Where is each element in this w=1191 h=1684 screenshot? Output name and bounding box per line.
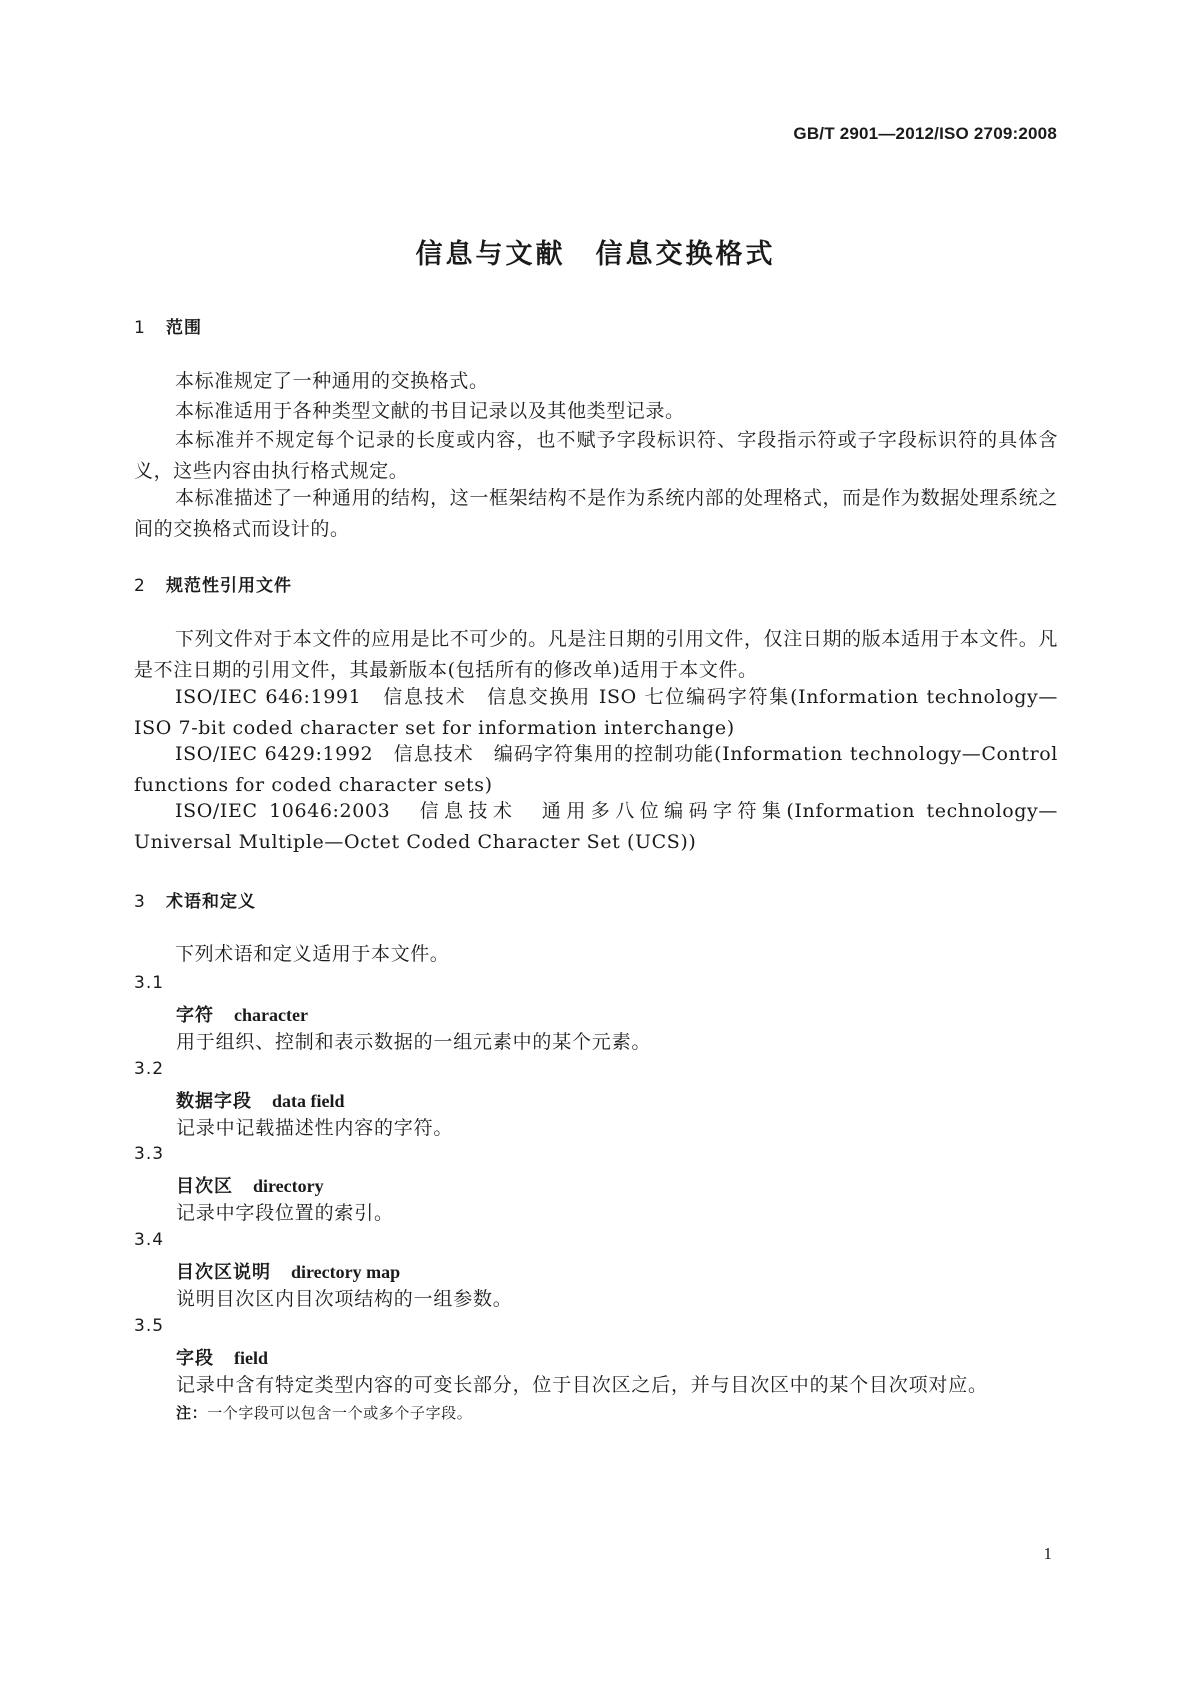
section-number: 3 [134,892,146,912]
term-number: 3.3 [134,1144,165,1164]
term-name-zh: 目次区说明 [176,1262,271,1283]
term-definition: 记录中字段位置的索引。 [176,1202,394,1224]
section-heading-references [134,571,292,596]
term-number: 3.4 [134,1230,165,1250]
term-name [176,1001,308,1027]
term-definition: 记录中记载描述性内容的字符。 [176,1117,454,1139]
term-number: 3.1 [134,973,165,993]
reference-item: ISO/IEC 10646:2003 信息技术 通用多八位编码字符集(Information technology—Universal Multiple—Octet Coded Character Set (UCS)) [134,800,1058,853]
term-name-en: field [234,1348,268,1368]
term-definition: 记录中含有特定类型内容的可变长部分，位于目次区之后，并与目次区中的某个目次项对应。 [176,1374,988,1396]
paragraph: 本标准并不规定每个记录的长度或内容，也不赋予字段标识符、字段指示符或子字段标识符的具体含义，这些内容由执行格式规定。 [134,429,1058,482]
term-name-zh: 字段 [176,1348,214,1369]
term-name-zh: 字符 [176,1005,214,1026]
paragraph: 本标准规定了一种通用的交换格式。 [175,370,489,392]
section-number: 1 [134,318,146,338]
section-heading-scope [134,313,202,338]
page-title: 信息与文献 信息交换格式 [415,239,776,270]
term-name [176,1344,268,1370]
section-heading-terms [134,887,256,912]
term-number: 3.2 [134,1059,165,1079]
term-name [176,1172,324,1198]
term-name-en: character [234,1005,308,1025]
term-name-en: data field [272,1091,345,1111]
section-title: 范围 [166,318,202,338]
term-definition: 用于组织、控制和表示数据的一组元素中的某个元素。 [176,1031,652,1053]
page-number: 1 [1043,1544,1052,1563]
term-name-en: directory [253,1176,324,1196]
reference-item: ISO/IEC 6429:1992 信息技术 编码字符集用的控制功能(Information technology—Control functions for coded character sets) [134,743,1058,796]
note [176,1402,472,1423]
paragraph: 本标准适用于各种类型文献的书目记录以及其他类型记录。 [175,400,685,422]
paragraph: 本标准描述了一种通用的结构，这一框架结构不是作为系统内部的处理格式，而是作为数据处理系统之间的交换格式而设计的。 [134,487,1058,540]
section-title: 规范性引用文件 [166,576,292,596]
paragraph: 下列术语和定义适用于本文件。 [175,943,450,965]
term-name-zh: 目次区 [176,1176,233,1197]
reference-item: ISO/IEC 646:1991 信息技术 信息交换用 ISO 七位编码字符集(Information technology—ISO 7-bit coded character set for information interchange) [134,686,1058,739]
note-label: 注： [176,1404,208,1422]
note-text: 一个字段可以包含一个或多个子字段。 [207,1404,473,1422]
section-title: 术语和定义 [166,892,256,912]
term-name-zh: 数据字段 [176,1091,252,1112]
term-definition: 说明目次区内目次项结构的一组参数。 [176,1288,513,1310]
term-name [176,1258,400,1284]
paragraph: 下列文件对于本文件的应用是比不可少的。凡是注日期的引用文件，仅注日期的版本适用于本文件。凡是不注日期的引用文件，其最新版本(包括所有的修改单)适用于本文件。 [134,628,1058,681]
section-number: 2 [134,576,146,596]
term-name [176,1087,345,1113]
document-id-header: GB/T 2901—2012/ISO 2709:2008 [793,124,1057,143]
term-name-en: directory map [291,1262,401,1282]
term-number: 3.5 [134,1316,165,1336]
